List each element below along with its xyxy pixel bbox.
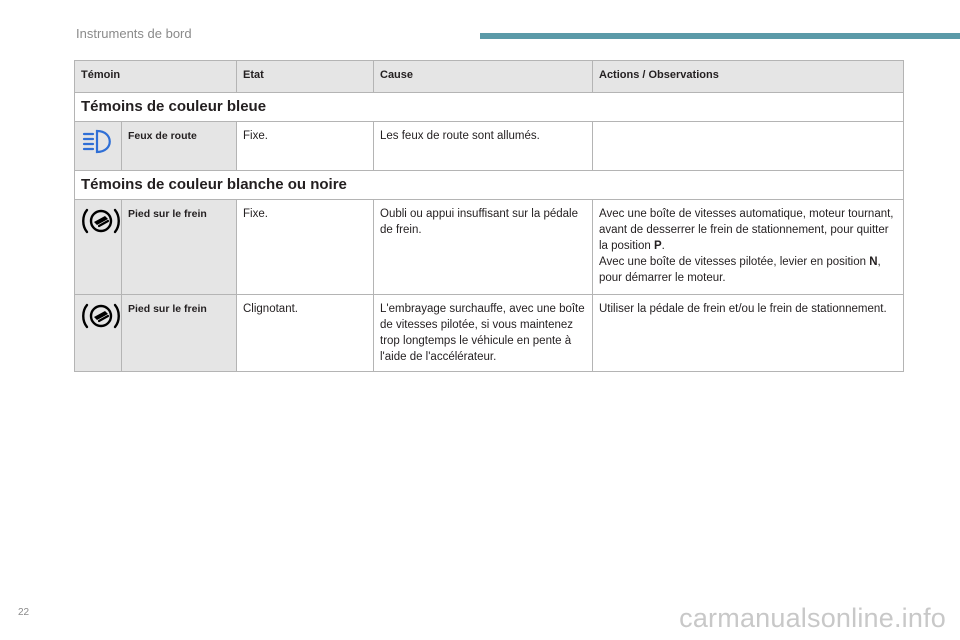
page-header-title: Instruments de bord	[76, 26, 192, 41]
watermark: carmanualsonline.info	[679, 603, 946, 633]
section-title-white-black: Témoins de couleur blanche ou noire	[75, 171, 904, 200]
header-accent-bar	[480, 33, 960, 39]
column-header-actions: Actions / Observations	[593, 61, 904, 93]
indicator-state: Fixe.	[237, 200, 374, 295]
indicator-actions: Utiliser la pédale de frein et/ou le frein de stationnement.	[593, 295, 904, 372]
high-beam-icon	[81, 145, 115, 157]
column-header-cause: Cause	[374, 61, 593, 93]
actions-text: .	[661, 240, 665, 252]
indicator-state: Clignotant.	[237, 295, 374, 372]
section-title-blue: Témoins de couleur bleue	[75, 93, 904, 122]
foot-on-brake-icon	[81, 322, 121, 334]
section-row	[75, 171, 904, 200]
foot-on-brake-icon	[81, 227, 121, 239]
indicator-name: Pied sur le frein	[122, 200, 237, 295]
page-number: 22	[18, 607, 30, 618]
table-row	[75, 200, 904, 295]
table-header-row	[75, 61, 904, 93]
indicator-actions	[593, 122, 904, 171]
indicator-cause: Oubli ou appui insuffisant sur la pédale de frein.	[374, 200, 593, 295]
indicator-cause: Les feux de route sont allumés.	[374, 122, 593, 171]
indicator-cause: L'embrayage surchauffe, avec une boîte de vitesses pilotée, si vous maintenez trop longtemps le véhicule en pente à l'aide de l'accélérateur.	[374, 295, 593, 372]
table-row	[75, 295, 904, 372]
gear-position: N	[869, 256, 878, 268]
indicator-table	[74, 60, 904, 372]
indicator-state: Fixe.	[237, 122, 374, 171]
actions-text: Avec une boîte de vitesses pilotée, levier en position	[599, 256, 870, 268]
indicator-name: Pied sur le frein	[122, 295, 237, 372]
actions-text: , pour démarrer le moteur.	[599, 256, 881, 284]
gear-position: P	[653, 240, 662, 252]
section-row	[75, 93, 904, 122]
indicator-actions	[593, 200, 904, 295]
column-header-indicator: Témoin	[75, 61, 237, 93]
column-header-state: Etat	[237, 61, 374, 93]
table-row	[75, 122, 904, 171]
indicator-name: Feux de route	[122, 122, 237, 171]
actions-text: Avec une boîte de vitesses automatique, moteur tournant, avant de desserrer le frein de stationnement, pour quitter la position	[599, 208, 894, 252]
